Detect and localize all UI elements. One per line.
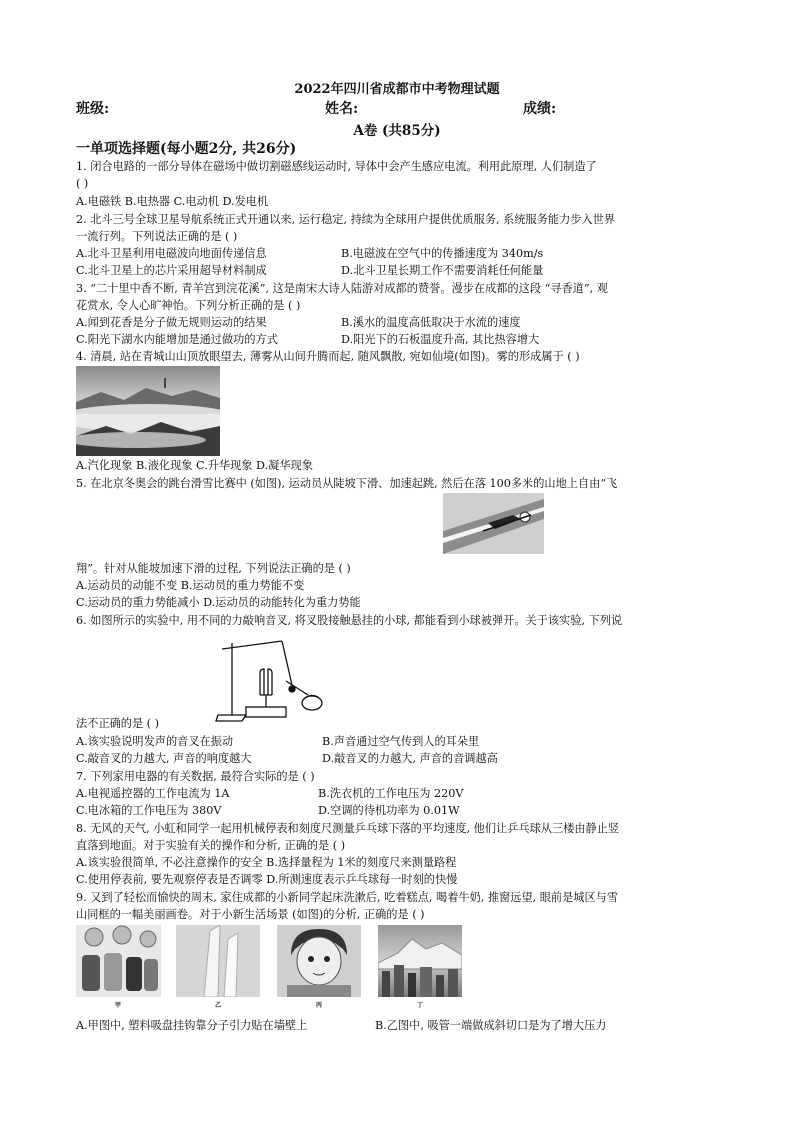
q2-stem-line2: 一流行列。下列说法正确的是 ( ) — [76, 230, 238, 243]
q9-option-a: A.甲图中, 塑料吸盘挂钩靠分子引力贴在墙壁上 — [76, 1019, 308, 1032]
q4-stem: 4. 清晨, 站在青城山山顶放眼望去, 薄雾从山间升腾而起, 随风飘散, 宛如仙境(如图)。雾的形成属于 ( ) — [76, 350, 580, 363]
q9-option-b: B.乙图中, 吸管一端做成斜切口是为了增大压力 — [375, 1019, 607, 1032]
q5-stem-line2: 翔”。针对从能坡加速下滑的过程, 下列说法正确的是 ( ) — [76, 562, 351, 575]
q1-stem-line1: 1. 闭合电路的一部分导体在磁场中做切割磁感线运动时, 导体中会产生感应电流。利用此原理, 人们制造了 — [76, 160, 597, 173]
q3-option-d: D.阳光下的石板温度升高, 其比热容增大 — [341, 333, 540, 346]
q8-options-cd: C.使用停表前, 要先观察停表是否调零 D.所测速度表示乒乓球每一时刻的快慢 — [76, 873, 458, 886]
q6-option-c: C.敲音叉的力越大, 声音的响度越大 — [76, 752, 252, 765]
q3-option-c: C.阳光下湖水内能增加是通过做功的方式 — [76, 333, 278, 346]
caption-yi: 乙 — [215, 1002, 222, 1009]
section-one-heading: 一单项选择题(每小题2分, 共26分) — [76, 141, 297, 157]
q6-stem-line1: 6. 如图所示的实验中, 用不同的力敲响音叉, 将叉股接触悬挂的小球, 都能看到小球被弹开。关于该实验, 下列说 — [76, 614, 623, 627]
straw-photo — [176, 925, 260, 997]
caption-ding: 丁 — [417, 1002, 424, 1009]
caption-bing: 丙 — [316, 1002, 323, 1009]
q8-stem-line2: 直落到地面。对于实验有关的操作和分析, 正确的是 ( ) — [76, 839, 346, 852]
q2-option-c: C.北斗卫星上的芯片采用超导材料制成 — [76, 264, 267, 277]
q5-options-cd: C.运动员的重力势能减小 D.运动员的动能转化为重力势能 — [76, 596, 361, 609]
q3-stem-line2: 花赏水, 令人心旷神怡。下列分析正确的是 ( ) — [76, 299, 301, 312]
q9-stem-line2: 山同框的一幅美丽画卷。对于小新生活场景 (如图)的分析, 正确的是 ( ) — [76, 908, 425, 921]
q6-option-a: A.该实验说明发声的音叉在振动 — [76, 735, 234, 748]
name-label: 姓名: — [325, 101, 359, 117]
q4-options: A.汽化现象 B.液化现象 C.升华现象 D.凝华现象 — [76, 459, 313, 472]
caption-jia: 甲 — [115, 1002, 122, 1009]
q8-stem-line1: 8. 无风的天气, 小虹和同学一起用机械停表和刻度尺测量乒乓球下落的平均速度, 他们让乒乓球从三楼由静止竖 — [76, 822, 620, 835]
q1-stem-line2: ( ) — [76, 177, 89, 190]
q9-stem-line1: 9. 又到了轻松而愉快的周末, 家住成都的小新同学起床洗漱后, 吃着糕点, 喝着牛奶, 推窗远望, 眼前是城区与雪 — [76, 891, 619, 904]
q2-option-a: A.北斗卫星利用电磁波向地面传递信息 — [76, 247, 267, 260]
q6-option-d: D.敲音叉的力越大, 声音的音调越高 — [322, 752, 498, 765]
q7-option-c: C.电冰箱的工作电压为 380V — [76, 804, 222, 817]
boy-eating-illustration — [277, 925, 361, 997]
q5-stem-line1: 5. 在北京冬奥会的跳台滑雪比赛中 (如图), 运动员从陡坡下滑、加速起跳, 然后在落 100多米的山地上自由“飞 — [76, 477, 618, 490]
q2-option-b: B.电磁波在空气中的传播速度为 340m/s — [341, 247, 544, 260]
q6-option-b: B.声音通过空气传到人的耳朵里 — [322, 735, 480, 748]
q6-stem-line2: 法不正确的是 ( ) — [76, 717, 159, 730]
suction-hook-photo — [76, 925, 161, 997]
q1-options: A.电磁铁 B.电热器 C.电动机 D.发电机 — [76, 195, 269, 208]
score-label: 成绩: — [523, 101, 557, 117]
section-a-heading: A卷 (共85分) — [353, 123, 441, 139]
q2-stem-line1: 2. 北斗三号全球卫星导航系统正式开通以来, 运行稳定, 持续为全球用户提供优质服务, 系统服务能力步入世界 — [76, 213, 616, 226]
q7-stem: 7. 下列家用电器的有关数据, 最符合实际的是 ( ) — [76, 770, 315, 783]
tuning-fork-apparatus — [212, 633, 328, 725]
q7-option-d: D.空调的待机功率为 0.01W — [318, 804, 460, 817]
q7-option-a: A.电视遥控器的工作电流为 1A — [76, 787, 230, 800]
q2-option-d: D.北斗卫星长期工作不需要消耗任何能量 — [341, 264, 544, 277]
exam-title: 2022年四川省成都市中考物理试题 — [294, 82, 500, 97]
q3-stem-line1: 3. “二十里中香不断, 青羊宫到浣花溪”, 这是南宋大诗人陆游对成都的赞誉。漫步在成都的这段 “寻香道”, 观 — [76, 282, 608, 295]
class-label: 班级: — [76, 101, 110, 117]
q5-options-ab: A.运动员的动能不变 B.运动员的重力势能不变 — [76, 579, 305, 592]
city-snow-mountain-photo — [378, 925, 462, 997]
q3-option-b: B.溪水的温度高低取决于水流的速度 — [341, 316, 521, 329]
ski-jump-photo — [443, 493, 544, 554]
q8-options-ab: A.该实验很简单, 不必注意操作的安全 B.选择量程为 1米的刻度尺来测量路程 — [76, 856, 457, 869]
q3-option-a: A.闻到花香是分子做无规则运动的结果 — [76, 316, 267, 329]
q7-option-b: B.洗衣机的工作电压为 220V — [318, 787, 464, 800]
mist-mountain-photo — [76, 366, 220, 456]
